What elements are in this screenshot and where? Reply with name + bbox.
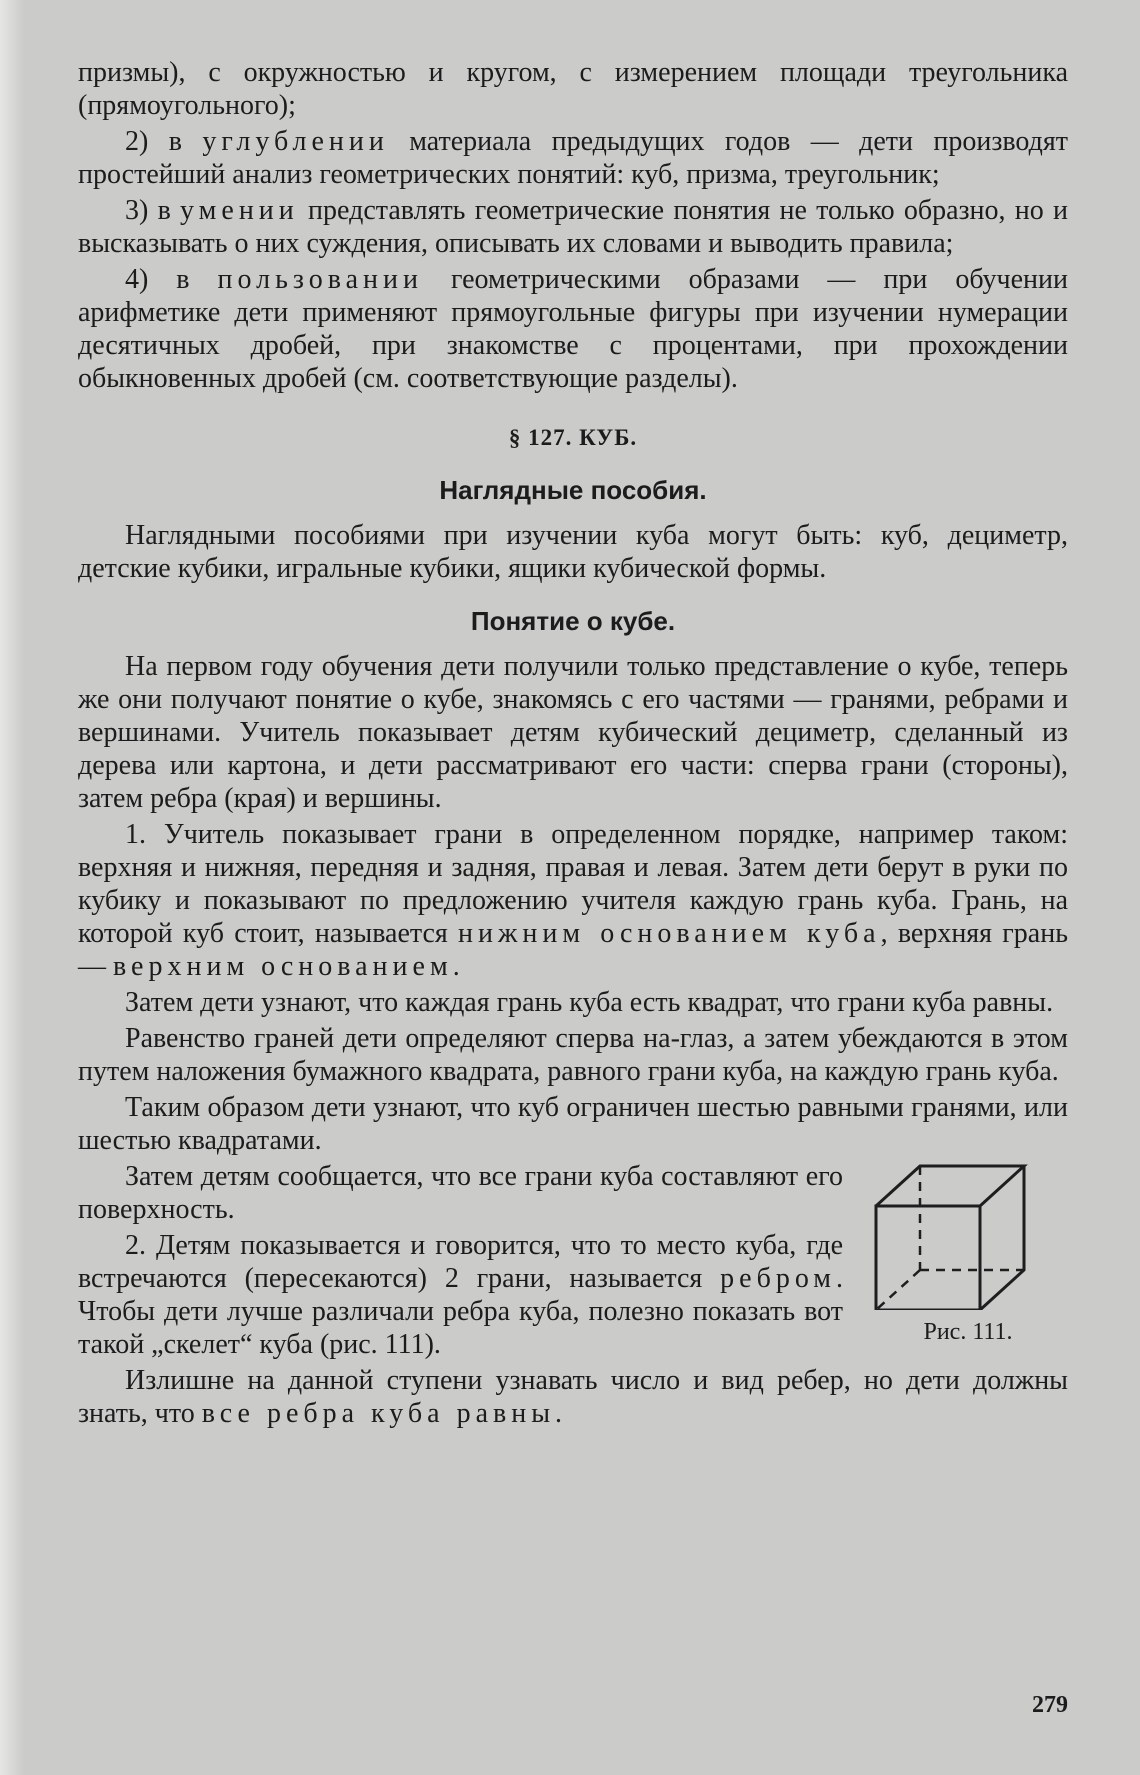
concept-p2-spaced-2: верхним основанием: [113, 951, 453, 982]
concept-paragraph-2: [78, 818, 1068, 983]
intro-p3-rest: геометрическими образами — при обучении арифметике дети применяют прямоугольные фигуры при изучении нумерации десятичных дробей, при знакомстве с процентами, при прохождении обыкновенных дробей (см. соответствующие разделы).: [78, 264, 1068, 394]
cube-skeleton-drawing: [868, 1160, 1068, 1310]
concept-paragraph-1: На первом году обучения дети получили только представление о кубе, теперь же они получают понятие о кубе, знакомясь с его частями — гранями, ребрами и вершинами. Учитель показывает детям кубический дециметр, сделанный из дерева или картона, и дети рассматривают его части: сперва грани (стороны), затем ребра (края) и вершины.: [78, 651, 1068, 814]
figure-wrap-block: [78, 1160, 1068, 1430]
concept-p2-a: 1. Учитель показывает грани в определенном порядке, например таком: верхняя и нижняя, передняя и задняя, правая и левая. Затем дети берут в руки по кубику и показывают по предложению учителя каждую грань куба. Грань, на которой куб стоит, называется: [78, 819, 1068, 949]
concept-paragraph-4: Равенство граней дети определяют сперва на-глаз, а затем убеждаются в этом путем наложения бумажного квадрата, равного грани куба, на каждую грань куба.: [78, 1023, 1068, 1087]
intro-p2-num: 3) в: [125, 195, 181, 226]
figure-caption: Рис. 111.: [923, 1319, 1013, 1345]
intro-p1-num: 2) в: [125, 126, 203, 157]
concept-p2-c: .: [452, 951, 460, 982]
concept-p7-spaced: ребром: [720, 1263, 836, 1294]
intro-p1-spaced: углублении: [202, 126, 389, 157]
concept-paragraph-7: [78, 1229, 843, 1361]
intro-p3-spaced: пользовании: [217, 264, 423, 295]
page-number: 279: [1032, 1692, 1068, 1718]
intro-paragraph-3: [78, 263, 1068, 395]
concept-p2-b: , верхняя грань —: [78, 918, 1068, 982]
concept-p8-spaced: все ребра куба равны: [201, 1398, 556, 1429]
intro-p3-num: 4) в: [125, 264, 218, 295]
intro-p1-rest: материала предыдущих годов — дети производят простейший анализ геометрических понятий: куб, призма, треугольник;: [78, 126, 1068, 190]
concept-p8-b: .: [555, 1398, 563, 1429]
figure-111: [868, 1160, 1068, 1349]
concept-p7-a: 2. Детям показывается и говорится, что то место куба, где встречаются (пересекаются) 2 грани, называется: [78, 1230, 843, 1294]
concept-paragraph-3: Затем дети узнают, что каждая грань куба есть квадрат, что грани куба равны.: [125, 987, 1054, 1018]
heading-cube-concept: Понятие о кубе.: [470, 606, 676, 636]
cube-top-edges: [876, 1166, 1024, 1206]
intro-p2-spaced: умении: [180, 195, 299, 226]
concept-paragraph-8: [78, 1364, 1068, 1430]
page-edge-shadow: [0, 0, 24, 1775]
concept-p7-b: . Чтобы дети лучше различали ребра куба, полезно показать вот такой „скелет“ куба (рис. 111).: [78, 1263, 843, 1360]
heading-visual-aids: Наглядные пособия.: [439, 475, 707, 505]
concept-p8-a: Излишне на данной ступени узнавать число и вид ребер, но дети должны знать, что: [78, 1365, 1068, 1429]
page-text-column: [78, 56, 1068, 1433]
section-title: § 127. КУБ.: [508, 425, 638, 450]
aids-paragraph: Наглядными пособиями при изучении куба могут быть: куб, дециметр, детские кубики, игральные кубики, ящики кубической формы.: [78, 520, 1068, 584]
intro-p2-rest: представлять геометрические понятия не только образно, но и высказывать о них суждения, описывать их словами и выводить правила;: [78, 195, 1069, 259]
intro-paragraph-0: [78, 56, 1068, 122]
intro-paragraph-1: [78, 125, 1068, 191]
concept-paragraph-5: Таким образом дети узнают, что куб ограничен шестью равными гранями, или шестью квадратами.: [78, 1092, 1068, 1156]
concept-p2-spaced-1: нижним основанием куба: [458, 918, 881, 949]
concept-paragraph-6: Затем детям сообщается, что все грани куба составляют его поверхность.: [78, 1161, 843, 1225]
intro-paragraph-2: [78, 194, 1068, 260]
intro-p0-text: призмы), с окружностью и кругом, с измерением площади треугольника (прямоугольного);: [78, 57, 1068, 121]
